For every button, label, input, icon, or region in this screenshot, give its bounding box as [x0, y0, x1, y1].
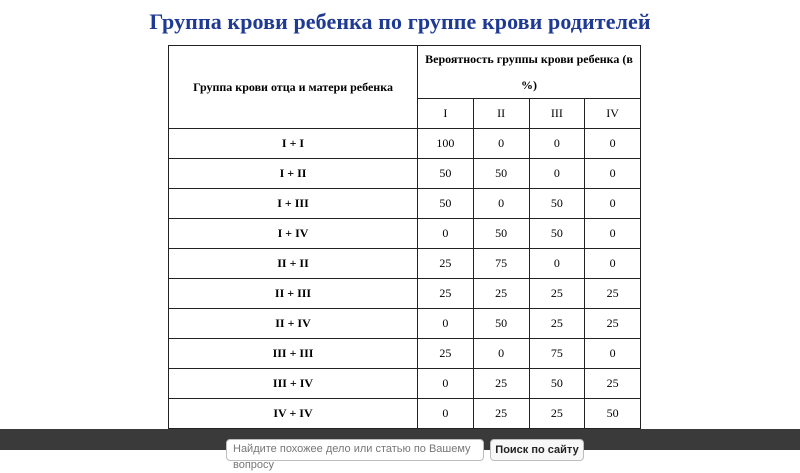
column-header-ii: II — [473, 99, 529, 129]
probability-cell: 0 — [529, 159, 585, 189]
probability-cell: 0 — [473, 129, 529, 159]
probability-cell: 0 — [529, 249, 585, 279]
probability-cell: 0 — [473, 339, 529, 369]
table-row — [169, 279, 641, 309]
row-label: II + II — [169, 249, 418, 279]
table-row — [169, 339, 641, 369]
probability-cell: 75 — [529, 339, 585, 369]
probability-cell: 0 — [585, 159, 641, 189]
row-label: IV + IV — [169, 399, 418, 429]
probability-cell: 50 — [585, 399, 641, 429]
search-input[interactable]: Найдите похожее дело или статью по Вашему вопросу — [226, 439, 484, 461]
probability-cell: 0 — [529, 129, 585, 159]
probability-cell: 25 — [418, 339, 474, 369]
table-row — [169, 129, 641, 159]
probability-cell: 25 — [418, 249, 474, 279]
probability-cell: 25 — [529, 399, 585, 429]
probability-cell: 50 — [529, 369, 585, 399]
parents-header: Группа крови отца и матери ребенка — [169, 46, 418, 129]
probability-cell: 50 — [529, 219, 585, 249]
row-label: I + IV — [169, 219, 418, 249]
probability-cell: 0 — [473, 189, 529, 219]
probability-cell: 0 — [585, 249, 641, 279]
column-header-iii: III — [529, 99, 585, 129]
search-button[interactable]: Поиск по сайту — [490, 439, 584, 461]
probability-cell: 0 — [418, 369, 474, 399]
probability-cell: 25 — [473, 369, 529, 399]
row-label: III + IV — [169, 369, 418, 399]
table-row — [169, 219, 641, 249]
row-label: I + III — [169, 189, 418, 219]
row-label: I + II — [169, 159, 418, 189]
column-header-iv: IV — [585, 99, 641, 129]
probability-cell: 50 — [473, 219, 529, 249]
probability-cell: 0 — [418, 399, 474, 429]
row-label: I + I — [169, 129, 418, 159]
probability-header: Вероятность группы крови ребенка (в %) — [418, 46, 641, 99]
probability-cell: 50 — [473, 159, 529, 189]
probability-cell: 25 — [418, 279, 474, 309]
probability-cell: 50 — [418, 159, 474, 189]
probability-cell: 50 — [473, 309, 529, 339]
probability-cell: 0 — [585, 339, 641, 369]
table-row — [169, 309, 641, 339]
table-row — [169, 249, 641, 279]
row-label: II + III — [169, 279, 418, 309]
probability-cell: 100 — [418, 129, 474, 159]
probability-cell: 25 — [529, 309, 585, 339]
row-label: III + III — [169, 339, 418, 369]
table-row — [169, 369, 641, 399]
probability-cell: 0 — [418, 219, 474, 249]
probability-cell: 25 — [585, 369, 641, 399]
probability-cell: 25 — [585, 309, 641, 339]
row-label: II + IV — [169, 309, 418, 339]
probability-cell: 50 — [529, 189, 585, 219]
probability-cell: 25 — [585, 279, 641, 309]
page-title: Группа крови ребенка по группе крови родителей — [149, 9, 651, 34]
probability-cell: 25 — [529, 279, 585, 309]
probability-cell: 0 — [585, 129, 641, 159]
column-header-i: I — [418, 99, 474, 129]
table-row — [169, 159, 641, 189]
probability-cell: 25 — [473, 279, 529, 309]
probability-cell: 0 — [585, 219, 641, 249]
table-body — [169, 129, 641, 429]
probability-cell: 50 — [418, 189, 474, 219]
probability-cell: 0 — [585, 189, 641, 219]
probability-cell: 75 — [473, 249, 529, 279]
blood-type-table — [168, 45, 641, 429]
probability-cell: 25 — [473, 399, 529, 429]
probability-cell: 0 — [418, 309, 474, 339]
table-row — [169, 399, 641, 429]
table-row — [169, 189, 641, 219]
